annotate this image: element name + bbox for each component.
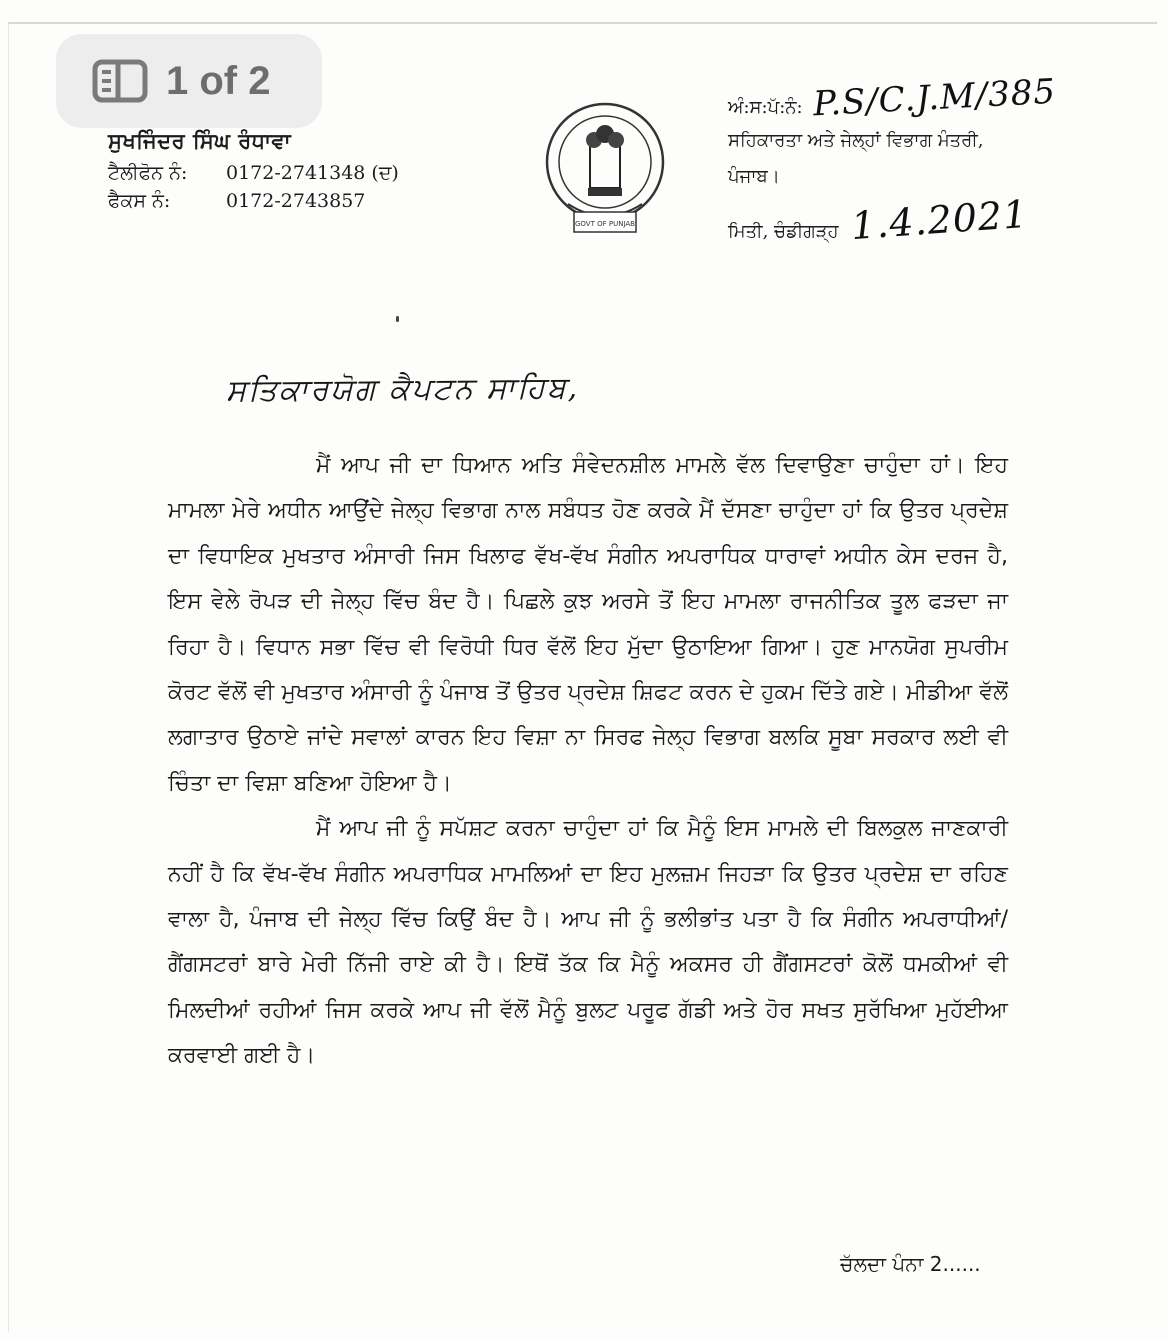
paragraph-2: ਮੈਂ ਆਪ ਜੀ ਨੂੰ ਸਪੱਸ਼ਟ ਕਰਨਾ ਚਾਹੁੰਦਾ ਹਾਂ ਕਿ ਮੈਨੂੰ ਇਸ ਮਾਮਲੇ ਦੀ ਬਿਲਕੁਲ ਜਾਣਕਾਰੀ ਨਹੀਂ ਹੈ ਕਿ ਵੱਖ-ਵੱਖ ਸੰਗੀਨ ਅਪਰਾਧਿਕ ਮਾਮਲਿਆਂ ਦਾ ਇਹ ਮੁਲਜ਼ਮ ਜਿਹੜਾ ਕਿ ਉਤਰ ਪ੍ਰਦੇਸ਼ ਦਾ ਰਹਿਣ ਵਾਲਾ ਹੈ, ਪੰਜਾਬ ਦੀ ਜੇਲ੍ਹ ਵਿੱਚ ਕਿਉਂ ਬੰਦ ਹੈ। ਆਪ ਜੀ ਨੂੰ ਭਲੀਭਾਂਤ ਪਤਾ ਹੈ ਕਿ ਸੰਗੀਨ ਅਪਰਾਧੀਆਂ/ਗੈਂਗਸਟਰਾਂ ਬਾਰੇ ਮੇਰੀ ਨਿੱਜੀ ਰਾਏ ਕੀ ਹੈ। ਇਥੋਂ ਤੱਕ ਕਿ ਮੈਨੂੰ ਅਕਸਰ ਹੀ ਗੈਂਗਸਟਰਾਂ ਕੋਲੋਂ ਧਮਕੀਆਂ ਵੀ ਮਿਲਦੀਆਂ ਰਹੀਆਂ ਜਿਸ ਕਰਕੇ ਆਪ ਜੀ ਵੱਲੋਂ ਮੈਨੂੰ ਬੁਲਟ ਪਰੂਫ ਗੱਡੀ ਅਤੇ ਹੋਰ ਸਖਤ ਸੁਰੱਖਿਆ ਮੁਹੱਈਆ ਕਰਵਾਈ ਗਈ ਹੈ। <box>168 816 1008 1069</box>
reference-row <box>728 58 1138 125</box>
emblem-seal-text: GOVT OF PUNJAB <box>575 220 635 228</box>
phone-row <box>108 162 399 184</box>
sender-name: ਸੁਖਜਿੰਦਰ ਸਿੰਘ ਰੰਧਾਵਾ <box>108 128 292 153</box>
page-indicator-text: 1 of 2 <box>166 58 271 103</box>
fax-label: ਫੈਕਸ ਨੰ: <box>108 190 171 212</box>
salutation: ਸਤਿਕਾਰਯੋਗ ਕੈਪਟਨ ਸਾਹਿਬ, <box>225 370 580 409</box>
date-label: ਮਿਤੀ, ਚੰਡੀਗੜ੍ਹ <box>728 221 839 242</box>
date-row <box>728 191 1138 249</box>
continued-note: ਚੱਲਦਾ ਪੰਨਾ 2...... <box>840 1252 981 1276</box>
reference-label: ਅੰ:ਸ:ਪੱ:ਨੰ: <box>728 97 803 118</box>
letter-body <box>168 443 1008 1079</box>
phone-label: ਟੈਲੀਫੋਨ ਨੰ: <box>108 162 188 184</box>
reference-number: P.S/C.J.M/385 <box>811 71 1057 125</box>
fax-number: 0172-2743857 <box>226 190 366 212</box>
designation: ਸਹਿਕਾਰਤਾ ਅਤੇ ਜੇਲ੍ਹਾਂ ਵਿਭਾਗ ਮੰਤਰੀ, <box>728 130 984 151</box>
office-block <box>728 58 1138 249</box>
page-indicator-badge[interactable] <box>56 34 322 128</box>
emblem-icon <box>530 96 680 242</box>
phone-number: 0172-2741348 (ਦ) <box>226 162 399 184</box>
ink-mark <box>396 316 399 322</box>
paragraph-1: ਮੈਂ ਆਪ ਜੀ ਦਾ ਧਿਆਨ ਅਤਿ ਸੰਵੇਦਨਸ਼ੀਲ ਮਾਮਲੇ ਵੱਲ ਦਿਵਾਉਣਾ ਚਾਹੁੰਦਾ ਹਾਂ। ਇਹ ਮਾਮਲਾ ਮੇਰੇ ਅਧੀਨ ਆਉਂਦੇ ਜੇਲ੍ਹ ਵਿਭਾਗ ਨਾਲ ਸਬੰਧਤ ਹੋਣ ਕਰਕੇ ਮੈਂ ਦੱਸਣਾ ਚਾਹੁੰਦਾ ਹਾਂ ਕਿ ਉਤਰ ਪ੍ਰਦੇਸ਼ ਦਾ ਵਿਧਾਇਕ ਮੁਖਤਾਰ ਅੰਸਾਰੀ ਜਿਸ ਖਿਲਾਫ ਵੱਖ-ਵੱਖ ਸੰਗੀਨ ਅਪਰਾਧਿਕ ਧਾਰਾਵਾਂ ਅਧੀਨ ਕੇਸ ਦਰਜ ਹੈ, ਇਸ ਵੇਲੇ ਰੋਪੜ ਦੀ ਜੇਲ੍ਹ ਵਿੱਚ ਬੰਦ ਹੈ। ਪਿਛਲੇ ਕੁਝ ਅਰਸੇ ਤੋਂ ਇਹ ਮਾਮਲਾ ਰਾਜਨੀਤਿਕ ਤੂਲ ਫੜਦਾ ਜਾ ਰਿਹਾ ਹੈ। ਵਿਧਾਨ ਸਭਾ ਵਿੱਚ ਵੀ ਵਿਰੋਧੀ ਧਿਰ ਵੱਲੋਂ ਇਹ ਮੁੱਦਾ ਉਠਾਇਆ ਗਿਆ। ਹੁਣ ਮਾਨਯੋਗ ਸੁਪਰੀਮ ਕੋਰਟ ਵੱਲੋਂ ਵੀ ਮੁਖਤਾਰ ਅੰਸਾਰੀ ਨੂੰ ਪੰਜਾਬ ਤੋਂ ਉਤਰ ਪ੍ਰਦੇਸ਼ ਸ਼ਿਫਟ ਕਰਨ ਦੇ ਹੁਕਮ ਦਿੱਤੇ ਗਏ। ਮੀਡੀਆ ਵੱਲੋਂ ਲਗਾਤਾਰ ਉਠਾਏ ਜਾਂਦੇ ਸਵਾਲਾਂ ਕਾਰਨ ਇਹ ਵਿਸ਼ਾ ਨਾ ਸਿਰਫ ਜੇਲ੍ਹ ਵਿਭਾਗ ਬਲਕਿ ਸੂਬਾ ਸਰਕਾਰ ਲਈ ਵੀ ਚਿੰਤਾ ਦਾ ਵਿਸ਼ਾ ਬਣਿਆ ਹੋਇਆ ਹੈ। <box>168 453 1008 796</box>
date-value: 1.4.2021 <box>849 191 1030 249</box>
sender-block <box>108 128 399 212</box>
pages-icon <box>92 59 148 103</box>
fax-row <box>108 190 399 212</box>
state: ਪੰਜਾਬ। <box>728 166 780 187</box>
